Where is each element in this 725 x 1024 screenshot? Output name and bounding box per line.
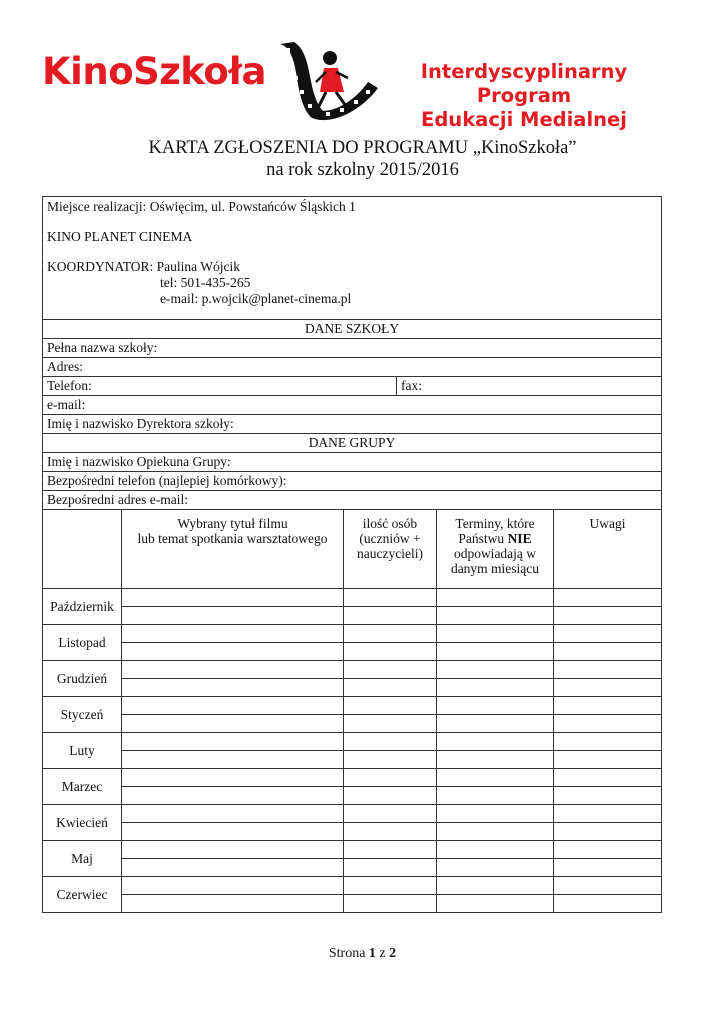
month-row (43, 625, 662, 643)
guardian-email-field[interactable]: Bezpośredni adres e-mail: (43, 491, 662, 510)
month-row (43, 697, 662, 715)
month-label: Kwiecień (43, 805, 122, 841)
film-cell[interactable] (122, 877, 344, 895)
page-number: Strona 1 z 2 (328, 946, 397, 961)
count-cell[interactable] (344, 805, 437, 823)
notes-cell[interactable] (554, 679, 662, 697)
notes-cell[interactable] (554, 661, 662, 679)
film-cell[interactable] (122, 625, 344, 643)
month-label: Marzec (43, 769, 122, 805)
month-row (43, 859, 662, 877)
school-phone-field[interactable]: Telefon: (43, 377, 397, 396)
month-row (43, 733, 662, 751)
count-cell[interactable] (344, 715, 437, 733)
film-cell[interactable] (122, 823, 344, 841)
month-row (43, 715, 662, 733)
count-cell[interactable] (344, 895, 437, 913)
month-row (43, 589, 662, 607)
notes-cell[interactable] (554, 607, 662, 625)
notes-cell[interactable] (554, 787, 662, 805)
count-cell[interactable] (344, 859, 437, 877)
month-label: Maj (43, 841, 122, 877)
month-row (43, 643, 662, 661)
coordinator-email: e-mail: p.wojcik@planet-cinema.pl (160, 291, 352, 306)
dates-cell[interactable] (437, 823, 554, 841)
school-fax-field[interactable]: fax: (397, 377, 662, 396)
film-cell[interactable] (122, 715, 344, 733)
film-column-header: Wybrany tytuł filmu lub temat spotkania warsztatowego (122, 510, 344, 589)
month-column-header (43, 510, 122, 589)
film-cell[interactable] (122, 895, 344, 913)
month-row (43, 679, 662, 697)
film-cell[interactable] (122, 607, 344, 625)
notes-cell[interactable] (554, 625, 662, 643)
count-cell[interactable] (344, 823, 437, 841)
dates-cell[interactable] (437, 751, 554, 769)
film-cell[interactable] (122, 859, 344, 877)
dates-cell[interactable] (437, 643, 554, 661)
month-row (43, 805, 662, 823)
notes-cell[interactable] (554, 733, 662, 751)
notes-cell[interactable] (554, 589, 662, 607)
count-cell[interactable] (344, 607, 437, 625)
notes-cell[interactable] (554, 805, 662, 823)
dates-cell[interactable] (437, 895, 554, 913)
month-label: Czerwiec (43, 877, 122, 913)
count-cell[interactable] (344, 697, 437, 715)
film-cell[interactable] (122, 769, 344, 787)
school-email-field[interactable]: e-mail: (43, 396, 662, 415)
dates-cell[interactable] (437, 625, 554, 643)
school-year: na rok szkolny 2015/2016 (266, 160, 459, 180)
month-row (43, 661, 662, 679)
dates-cell[interactable] (437, 715, 554, 733)
film-cell[interactable] (122, 697, 344, 715)
notes-cell[interactable] (554, 859, 662, 877)
notes-column-header: Uwagi (554, 510, 662, 589)
dates-cell[interactable] (437, 805, 554, 823)
month-label: Listopad (43, 625, 122, 661)
count-cell[interactable] (344, 877, 437, 895)
application-form-table (42, 196, 662, 913)
dates-cell[interactable] (437, 877, 554, 895)
dates-cell[interactable] (437, 787, 554, 805)
film-cell[interactable] (122, 787, 344, 805)
dates-cell[interactable] (437, 589, 554, 607)
dates-cell[interactable] (437, 733, 554, 751)
guardian-name-field[interactable]: Imię i nazwisko Opiekuna Grupy: (43, 453, 662, 472)
kinoszkola-logo: KinoSzkoła (42, 50, 267, 93)
dates-column-header: Terminy, które Państwu NIE odpowiadają w danym miesiącu (437, 510, 554, 589)
dates-cell[interactable] (437, 697, 554, 715)
count-cell[interactable] (344, 751, 437, 769)
count-cell[interactable] (344, 841, 437, 859)
month-label: Październik (43, 589, 122, 625)
notes-cell[interactable] (554, 769, 662, 787)
film-cell[interactable] (122, 751, 344, 769)
notes-cell[interactable] (554, 877, 662, 895)
month-row (43, 895, 662, 913)
notes-cell[interactable] (554, 643, 662, 661)
month-row (43, 823, 662, 841)
notes-cell[interactable] (554, 751, 662, 769)
cinema-name: KINO PLANET CINEMA (47, 229, 193, 244)
form-title: KARTA ZGŁOSZENIA DO PROGRAMU „KinoSzkoła” (148, 138, 577, 158)
dates-cell[interactable] (437, 661, 554, 679)
coordinator-phone: tel: 501-435-265 (160, 275, 251, 290)
month-row (43, 751, 662, 769)
month-label: Grudzień (43, 661, 122, 697)
month-row (43, 841, 662, 859)
school-name-field[interactable]: Pełna nazwa szkoły: (43, 339, 662, 358)
dates-cell[interactable] (437, 859, 554, 877)
program-title-logo (388, 60, 660, 132)
notes-cell[interactable] (554, 823, 662, 841)
location-text: Miejsce realizacji: Oświęcim, ul. Powstańców Śląskich 1 (47, 199, 356, 214)
program-line2: Edukacji Medialnej (421, 108, 627, 131)
director-name-field[interactable]: Imię i nazwisko Dyrektora szkoły: (43, 415, 662, 434)
count-cell[interactable] (344, 643, 437, 661)
program-line1: Interdyscyplinarny Program (420, 60, 628, 107)
month-row (43, 787, 662, 805)
film-cell[interactable] (122, 589, 344, 607)
month-row (43, 607, 662, 625)
count-cell[interactable] (344, 589, 437, 607)
month-label: Luty (43, 733, 122, 769)
school-address-field[interactable]: Adres: (43, 358, 662, 377)
film-cell[interactable] (122, 679, 344, 697)
dates-cell[interactable] (437, 769, 554, 787)
group-section-title: DANE GRUPY (43, 434, 662, 453)
school-section-title: DANE SZKOŁY (43, 320, 662, 339)
notes-cell[interactable] (554, 841, 662, 859)
venue-info (43, 197, 662, 320)
count-cell[interactable] (344, 679, 437, 697)
film-cell[interactable] (122, 733, 344, 751)
count-cell[interactable] (344, 787, 437, 805)
count-cell[interactable] (344, 661, 437, 679)
notes-cell[interactable] (554, 715, 662, 733)
notes-cell[interactable] (554, 895, 662, 913)
dates-cell[interactable] (437, 607, 554, 625)
film-cell[interactable] (122, 841, 344, 859)
guardian-phone-field[interactable]: Bezpośredni telefon (najlepiej komórkowy): (43, 472, 662, 491)
month-label: Styczeń (43, 697, 122, 733)
count-cell[interactable] (344, 769, 437, 787)
count-cell[interactable] (344, 625, 437, 643)
coordinator-text: KOORDYNATOR: Paulina Wójcik (47, 259, 240, 274)
count-column-header: ilość osób (uczniów + nauczycieli) (344, 510, 437, 589)
film-cell[interactable] (122, 661, 344, 679)
film-reel-girl-icon (272, 40, 384, 124)
month-row (43, 877, 662, 895)
dates-cell[interactable] (437, 679, 554, 697)
film-cell[interactable] (122, 805, 344, 823)
month-row (43, 769, 662, 787)
dates-cell[interactable] (437, 841, 554, 859)
film-cell[interactable] (122, 643, 344, 661)
notes-cell[interactable] (554, 697, 662, 715)
count-cell[interactable] (344, 733, 437, 751)
